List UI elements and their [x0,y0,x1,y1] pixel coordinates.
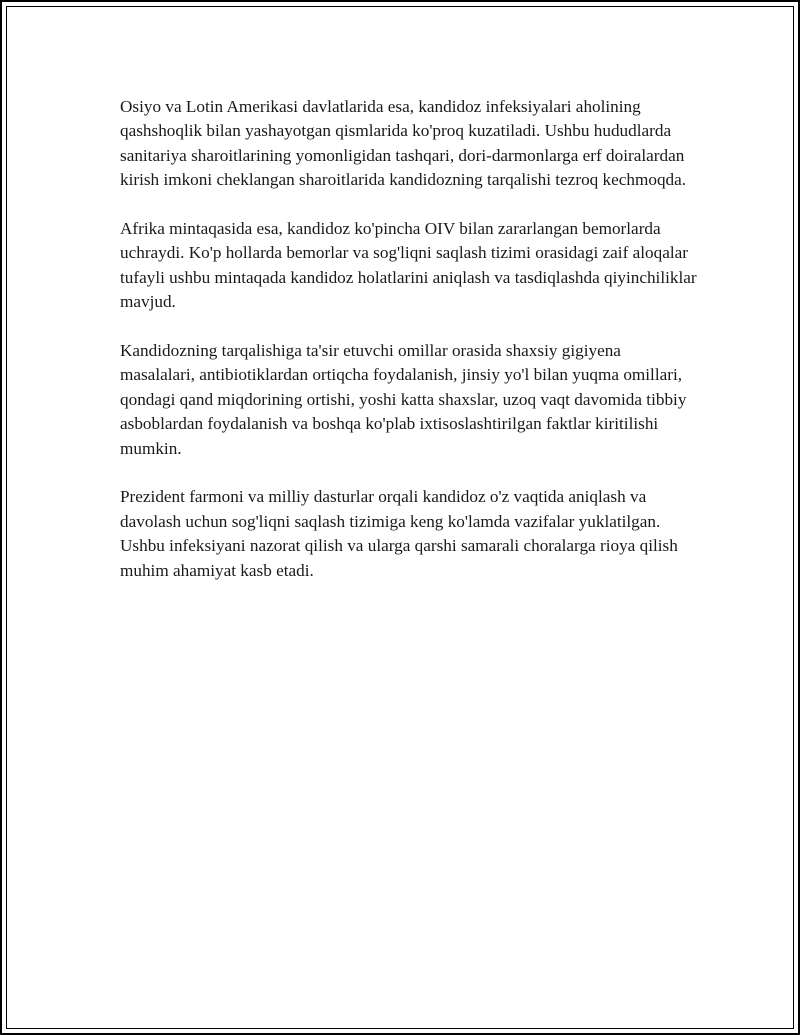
paragraph-asia-latin-america: Osiyo va Lotin Amerikasi davlatlarida esa, kandidoz infeksiyalari aholining qashshoqlik bilan yashayotgan qismlarida ko'proq kuzatiladi. Ushbu hududlarda sanitariya sharoitlarining yomonligidan tashqari, dori-darmonlarga erf doiralardan kirish imkoni cheklangan sharoitlarida kandidozning tarqalishi tezroq kechmoqda. [120,97,687,190]
document-body [120,95,700,607]
paragraph-risk-factors: Kandidozning tarqalishiga ta'sir etuvchi omillar orasida shaxsiy gigiyena masalalari, antibiotiklardan ortiqcha foydalanish, jinsiy yo'l bilan yuqma omillari, qondagi qand miqdorining ortishi, yoshi katta shaxslar, uzoq vaqt davomida tibbiy asboblardan foydalanish va boshqa ko'plab ixtisoslashtirilgan faktlar kiritilishi mumkin. [120,341,687,458]
paragraph-africa: Afrika mintaqasida esa, kandidoz ko'pincha OIV bilan zararlangan bemorlarda uchraydi. Ko'p hollarda bemorlar va sog'liqni saqlash tizimi orasidagi zaif aloqalar tufayli ushbu mintaqada kandidoz holatlarini aniqlash va tasdiqlashda qiyinchiliklar mavjud. [120,219,697,312]
paragraph-presidential-decree: Prezident farmoni va milliy dasturlar orqali kandidoz o'z vaqtida aniqlash va davolash uchun sog'liqni saqlash tizimiga keng ko'lamda vazifalar yuklatilgan. Ushbu infeksiyani nazorat qilish va ularga qarshi samarali choralarga rioya qilish muhim ahamiyat kasb etadi. [120,487,678,580]
